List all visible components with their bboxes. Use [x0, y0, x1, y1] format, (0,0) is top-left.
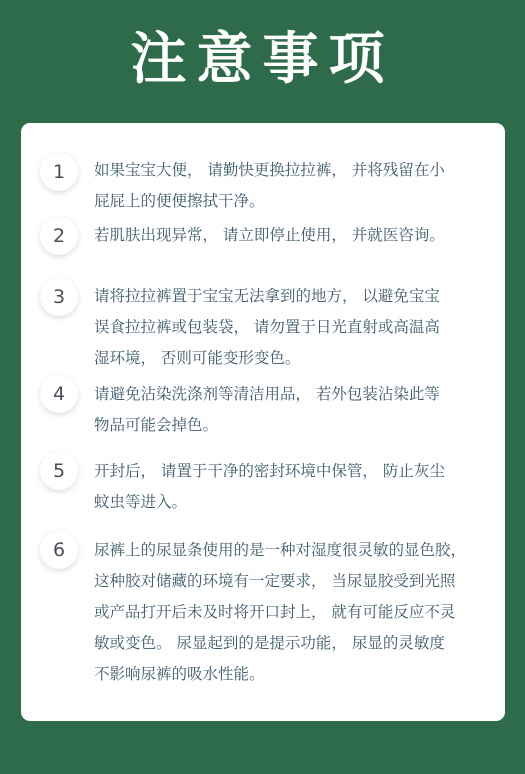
item-number-badge: 4: [40, 375, 78, 413]
item-number-badge: 5: [40, 452, 78, 490]
item-text: 开封后， 请置于干净的密封环境中保管， 防止灰尘 蚊虫等进入。: [94, 462, 445, 511]
item-text: 请避免沾染洗涤剂等清洁用品， 若外包装沾染此等 物品可能会掉色。: [94, 385, 440, 434]
notice-card: [21, 123, 505, 721]
item-text: 请将拉拉裤置于宝宝无法拿到的地方， 以避免宝宝 误食拉拉裤或包装袋， 请勿置于日光直射或高温高 湿环境， 否则可能变形变色。: [94, 287, 440, 367]
page-title: 注意事项: [130, 27, 395, 92]
item-number-badge: 6: [40, 531, 78, 569]
item-number-badge: 3: [40, 278, 78, 316]
item-text: 尿裤上的尿显条使用的是一种对湿度很灵敏的显色胶， 这种胶对储藏的环境有一定要求， 当尿显胶受到光照 或产品打开后未及时将开口封上， 就有可能反应不灵 敏或变色。 尿显起到的是提示功能， 尿显的灵敏度 不影响尿裤的吸水性能。: [94, 541, 467, 683]
item-number-badge: 1: [40, 153, 78, 191]
item-number-badge: 2: [40, 217, 78, 255]
item-text: 如果宝宝大便， 请勤快更换拉拉裤， 并将残留在小 屁屁上的便便擦拭干净。: [94, 161, 445, 210]
item-text: 若肌肤出现异常， 请立即停止使用， 并就医咨询。: [94, 226, 445, 244]
